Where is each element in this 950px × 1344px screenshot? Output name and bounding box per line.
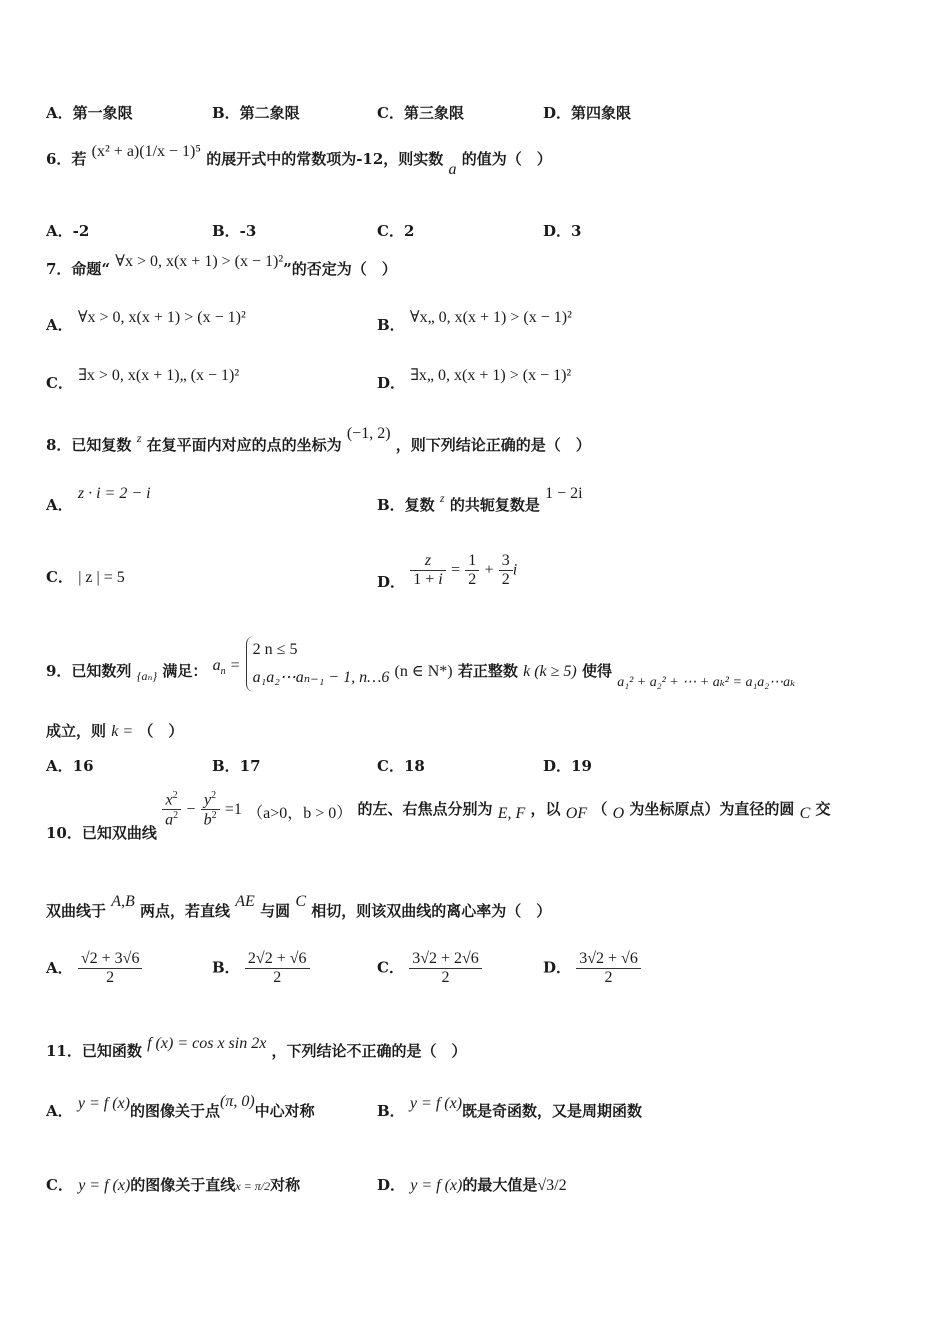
q8-point: (−1, 2) xyxy=(346,425,391,442)
q5-option-c: C．第三象限 xyxy=(377,104,464,122)
question-6 xyxy=(46,143,552,178)
question-9: 9．已知数列 $_{\{a_n\}}$ 满足： $a_n$ = 2 n ≤ 5 a₁a₂⋯aₙ₋₁ − 1, n…6 (n ∈ N*) 若正整数 k (k ≥ 5) 使得 a₁² + a₂² + ⋯ + aₖ² = a₁a₂⋯aₖ xyxy=(46,636,795,692)
q9-equation: a₁² + a₂² + ⋯ + aₖ² = a₁a₂⋯aₖ xyxy=(617,675,796,690)
q7-tail: 的否定为（ ） xyxy=(291,260,397,278)
q5-option-a: A．第一象限 xyxy=(46,104,133,122)
q9-option-a: A．16 xyxy=(46,757,94,775)
q8-number: 8．已知复数 xyxy=(46,436,132,454)
q6-option-d: D．3 xyxy=(543,222,582,240)
question-8: 8．已知复数 $^z$ 在复平面内对应的点的坐标为 (−1, 2) ，则下列结论正确的是（ ） xyxy=(46,425,591,454)
q10-option-b: B． $\frac{2√2 + √6}{2}$ xyxy=(212,950,310,987)
q6-text: 的展开式中的常数项为-12，则实数 xyxy=(206,150,444,168)
q9-def-bottom: a₁a₂⋯aₙ₋₁ − 1, n…6 xyxy=(252,669,390,686)
question-10: 10．已知双曲线 $\frac{x^2}{a^2}$ − $\frac{y^2}{b^2}$ =1 （a>0，b > 0） 的左、右焦点分别为 E, F ，以 OF （ O 为坐标原点）为直径的圆 C 交 xyxy=(46,790,831,842)
q7-option-c: C． ∃x > 0, x(x + 1)„ (x − 1)² xyxy=(46,367,240,392)
question-10-line2: 双曲线于 A,B 两点，若直线 AE 与圆 C 相切，则该双曲线的离心率为（ ） xyxy=(46,893,552,920)
q7-option-d: D． ∃x„ 0, x(x + 1) > (x − 1)² xyxy=(377,367,572,392)
q8-option-d: D． $\frac{z}{1 + i}$ = $\frac{1}{2}$ + $\frac{3}{2}$ i xyxy=(377,552,518,591)
q10-option-d: D． $\frac{3√2 + √6}{2}$ xyxy=(543,950,641,987)
q9-sequence: {aₙ} xyxy=(136,669,158,683)
q11-option-a: A． y = f (x)的图像关于点(π, 0)中心对称 xyxy=(46,1093,315,1120)
q6-tail: 的值为（ ） xyxy=(461,150,552,168)
q5-option-d: D．第四象限 xyxy=(543,104,632,122)
q9-number: 9．已知数列 xyxy=(46,662,132,680)
q6-option-c: C．2 xyxy=(377,222,415,240)
q6-var-a: a xyxy=(448,161,457,178)
q10-number: 10．已知双曲线 xyxy=(46,823,157,842)
q11-option-b: B． y = f (x)既是奇函数，又是周期函数 xyxy=(377,1095,643,1120)
q6-option-a: A．-2 xyxy=(46,222,90,240)
q9-option-c: C．18 xyxy=(377,757,425,775)
question-11: 11．已知函数 f (x) = cos x sin 2x ，下列结论不正确的是（ ） xyxy=(46,1035,467,1060)
q9-option-d: D．19 xyxy=(543,757,592,775)
q8-option-b: B．复数 $^z$ 的共轭复数是 1 − 2i xyxy=(377,485,583,514)
q11-number: 11．已知函数 xyxy=(46,1042,142,1060)
q9-option-b: B．17 xyxy=(212,757,261,775)
q8-option-c: C． | z | = 5 xyxy=(46,568,125,586)
q11-option-d: D． y = f (x)的最大值是√3/2 xyxy=(377,1176,567,1194)
q10-option-c: C． $\frac{3√2 + 2√6}{2}$ xyxy=(377,950,482,987)
q7-expression: ∀x > 0, x(x + 1) > (x − 1)² xyxy=(115,253,284,270)
question-9-line2: 成立，则 k = （ ） xyxy=(46,722,184,740)
question-7: 7．命题“ ∀x > 0, x(x + 1) > (x − 1)²”的否定为（ ） xyxy=(46,253,397,278)
q6-expression: (x² + a)(1/x − 1)⁵ xyxy=(91,143,201,160)
q6-option-b: B．-3 xyxy=(212,222,257,240)
q7-option-a: A． ∀x > 0, x(x + 1) > (x − 1)² xyxy=(46,309,246,334)
q8-option-a: A． z · i = 2 − i xyxy=(46,485,151,514)
q5-option-b: B．第二象限 xyxy=(212,104,300,122)
q11-option-c: C． y = f (x)的图像关于直线x = π/2对称 xyxy=(46,1176,301,1194)
q7-number: 7．命题 xyxy=(46,260,102,278)
q11-function: f (x) = cos x sin 2x xyxy=(147,1035,267,1052)
q10-option-a: A． $\frac{√2 + 3√6}{2}$ xyxy=(46,950,142,987)
q9-def-top: 2 n ≤ 5 xyxy=(252,641,298,658)
q6-number: 6．若 xyxy=(46,150,87,168)
q7-option-b: B． ∀x„ 0, x(x + 1) > (x − 1)² xyxy=(377,309,572,334)
